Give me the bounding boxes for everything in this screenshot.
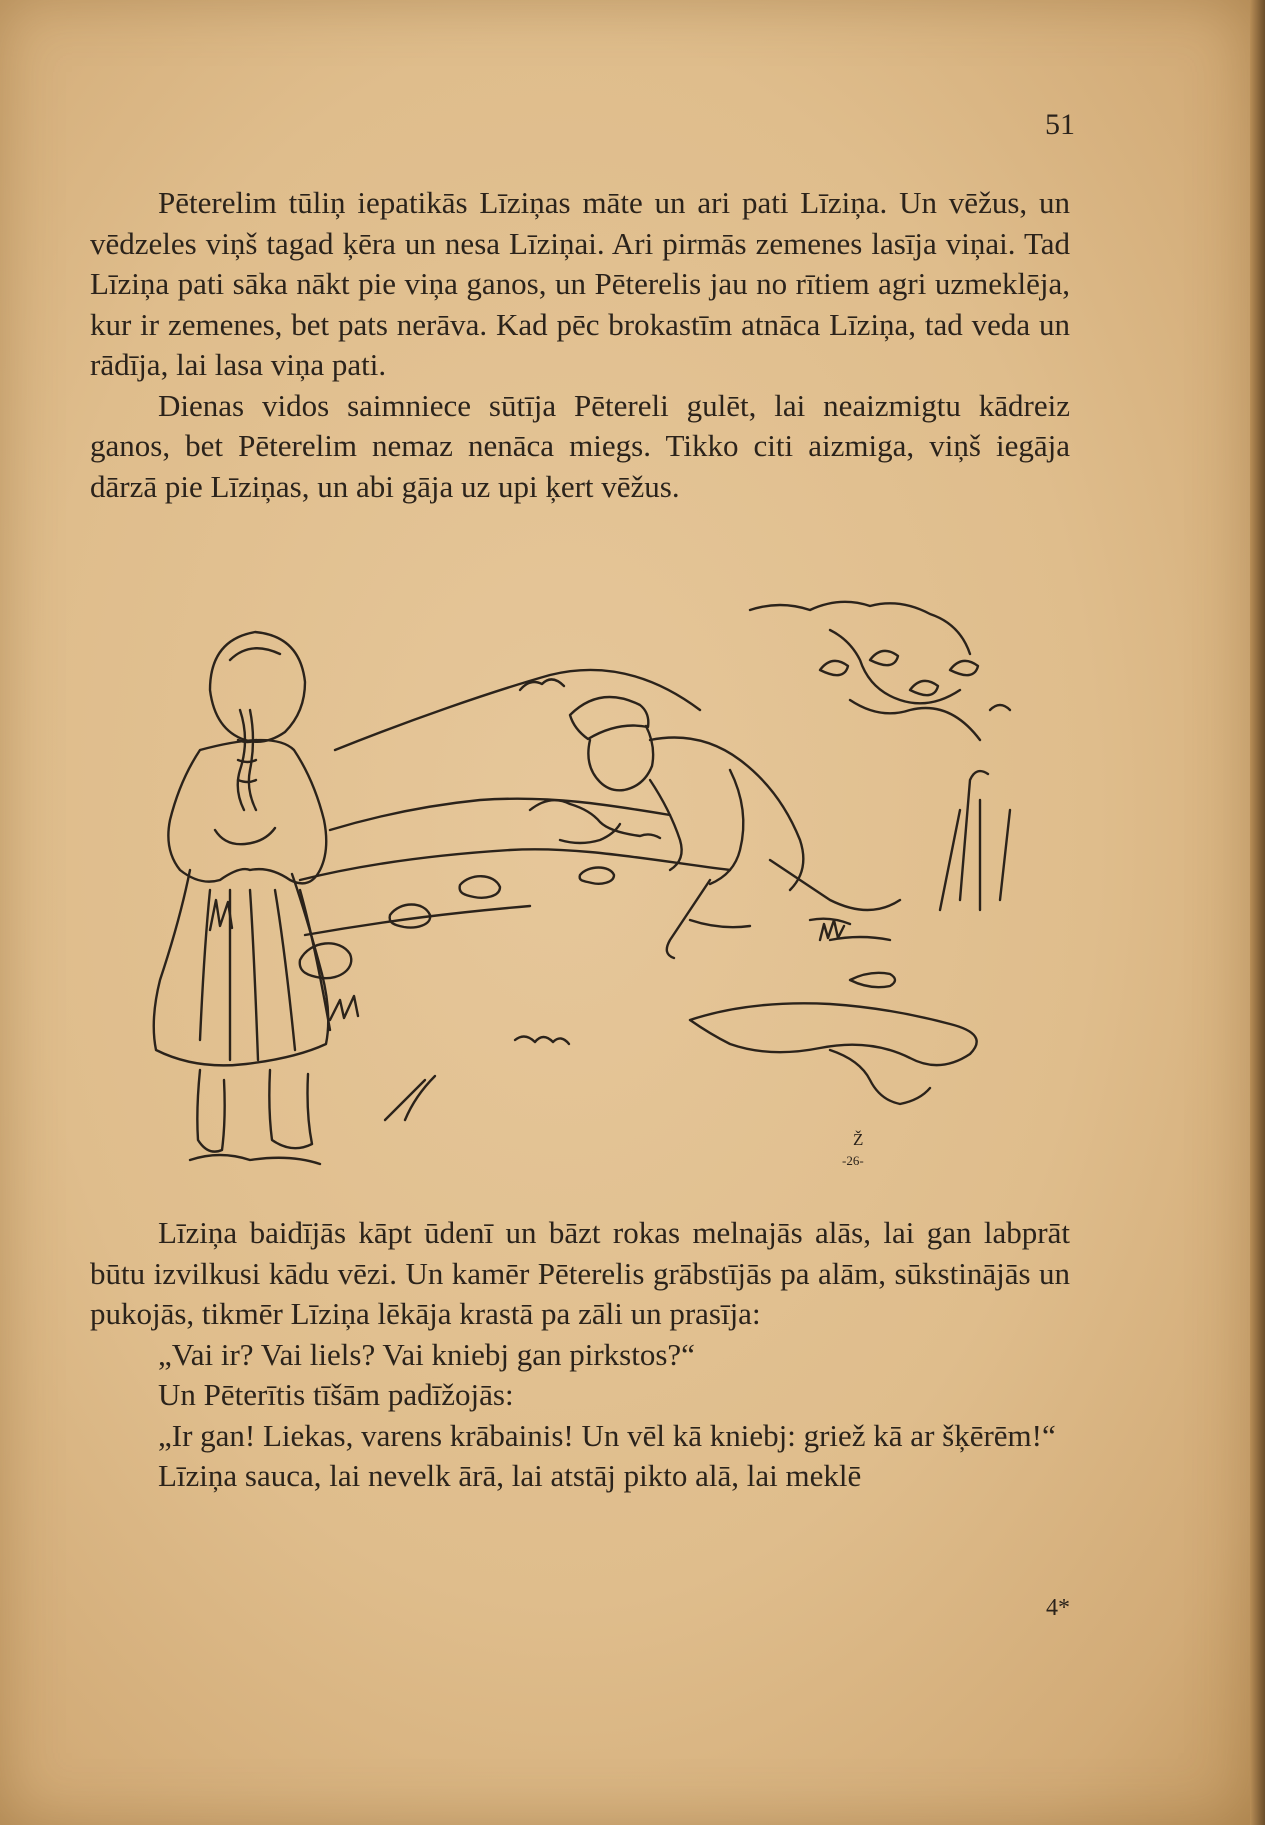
dialogue-line: „Ir gan! Liekas, varens krābainis! Un vēl kā kniebj: griež kā ar šķērēm!“ <box>158 1417 1056 1453</box>
paragraph: Dienas vidos saimniece sūtīja Pētereli gulēt, lai neaizmigtu kādreiz ganos, bet Pēterelim nemaz nenāca miegs. Tikko citi aizmiga, viņš iegāja dārzā pie Līziņas, un abi gāja uz upi ķert vēžus. <box>90 387 1070 504</box>
paragraph: Un Pēterītis tīšām padīžojās: <box>158 1377 514 1412</box>
paragraph: Pēterelim tūliņ iepatikās Līziņas māte un ari pati Līziņa. Un vēžus, un vēdzeles viņš tagad ķēra un nesa Līziņai. Ari pirmās zemenes lasīja viņai. Tad Līziņa pati sāka nākt pie viņa ganos, un Pēterelis jau no rītiem agri uzmeklēja, kur ir zemenes, bet pats nerāva. Kad pēc brokastīm atnāca Līziņa, tad veda un rādīja, lai lasa viņa pati. <box>90 185 1070 382</box>
signature-mark: 4* <box>1046 1595 1070 1621</box>
text-block-bottom <box>90 1213 1070 1497</box>
paragraph: Līziņa sauca, lai nevelk ārā, lai atstāj pikto alā, lai meklē <box>158 1458 862 1493</box>
dialogue-line: „Vai ir? Vai liels? Vai kniebj gan pirkstos?“ <box>158 1336 695 1372</box>
text-block-top <box>90 183 1070 507</box>
page-number: 51 <box>1045 108 1075 141</box>
paragraph: Līziņa baidījās kāpt ūdenī un bāzt rokas melnajās alās, lai gan labprāt būtu izvilkusi kādu vēzi. Un kamēr Pēterelis grābstījās pa alām, sūkstinājās un pukojās, tikmēr Līziņa lēkāja krastā pa zāli un prasīja: <box>90 1215 1070 1331</box>
page-edge <box>1250 0 1265 1825</box>
illustration-girl-and-boy-by-river <box>130 600 1035 1200</box>
illustration-signature-year: -26- <box>842 1153 864 1168</box>
illustration-signature-letter: Ž <box>853 1130 864 1149</box>
